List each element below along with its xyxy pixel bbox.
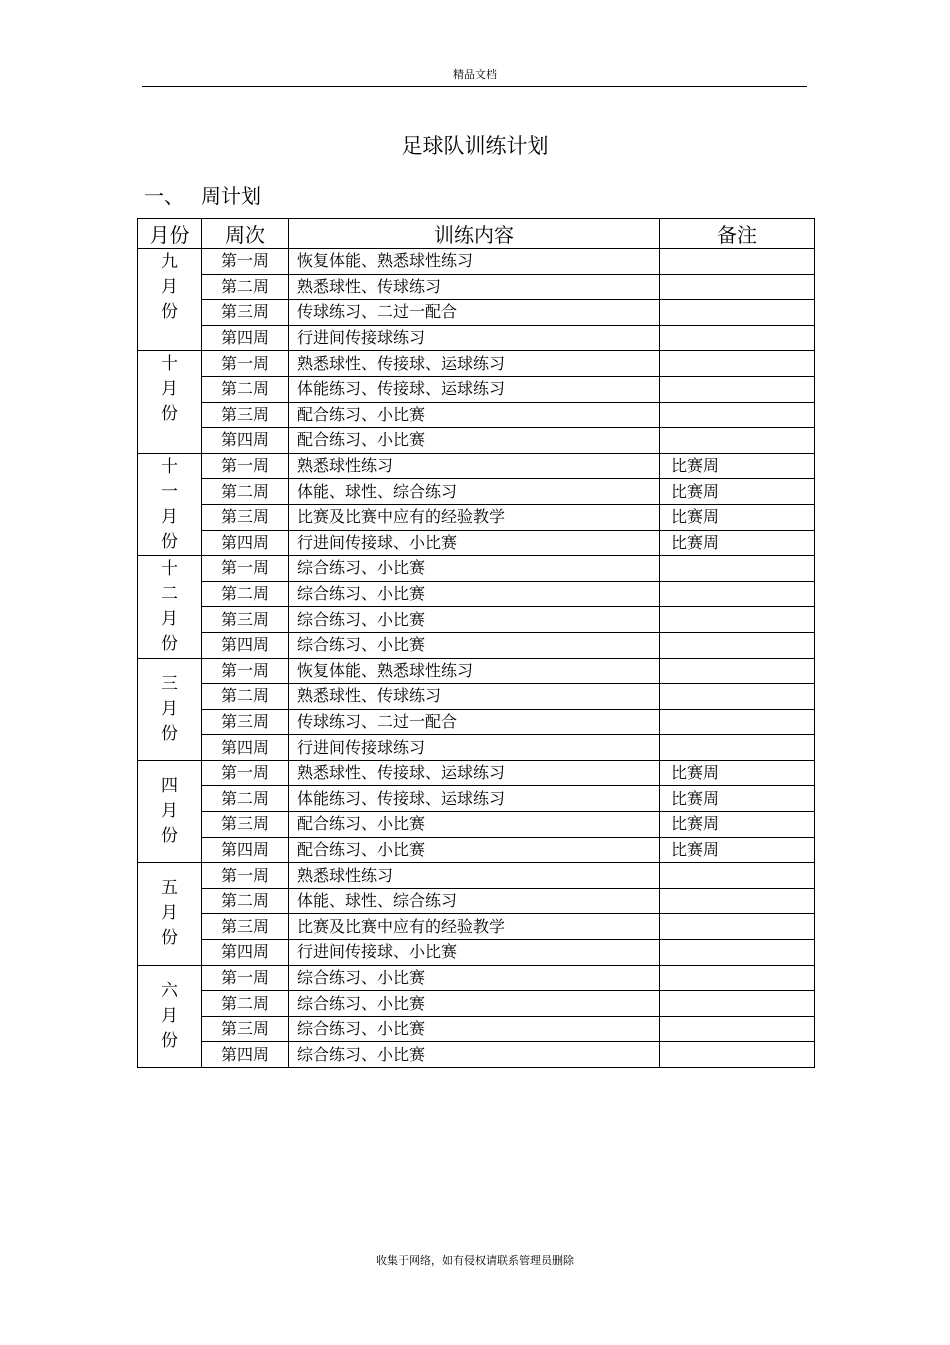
table-row: [138, 735, 815, 761]
table-row: [138, 351, 815, 377]
table-row: [138, 888, 815, 914]
page-footer: 收集于网络，如有侵权请联系管理员删除: [376, 1254, 574, 1267]
table-row: [138, 837, 815, 863]
note-cell: [660, 1016, 815, 1042]
month-char: 十: [161, 354, 178, 375]
week-cell: 第一周: [202, 351, 289, 377]
note-cell: 比赛周: [660, 479, 815, 505]
week-cell: 第一周: [202, 965, 289, 991]
week-cell: 第二周: [202, 274, 289, 300]
month-char: 份: [161, 826, 178, 847]
content-cell: 熟悉球性、传球练习: [289, 684, 660, 710]
month-char: 份: [161, 928, 178, 949]
content-cell: 配合练习、小比赛: [289, 812, 660, 838]
section-heading: [144, 180, 261, 209]
table-row: [138, 581, 815, 607]
table-row: [138, 274, 815, 300]
table-row: [138, 914, 815, 940]
week-cell: 第三周: [202, 709, 289, 735]
table-row: [138, 556, 815, 582]
table-row: [138, 709, 815, 735]
week-cell: 第四周: [202, 428, 289, 454]
table-row: [138, 402, 815, 428]
content-cell: 比赛及比赛中应有的经验教学: [289, 914, 660, 940]
content-cell: 综合练习、小比赛: [289, 632, 660, 658]
content-cell: 行进间传接球、小比赛: [289, 940, 660, 966]
header-content: 训练内容: [289, 219, 660, 249]
month-cell: [138, 453, 202, 555]
month-char: 月: [161, 903, 178, 924]
week-cell: 第三周: [202, 504, 289, 530]
content-cell: 熟悉球性、传球练习: [289, 274, 660, 300]
month-char: 三: [161, 673, 178, 694]
note-cell: 比赛周: [660, 812, 815, 838]
month-char: 九: [161, 252, 178, 272]
month-char: 份: [161, 723, 178, 744]
note-cell: [660, 658, 815, 684]
note-cell: [660, 581, 815, 607]
month-char: 份: [161, 302, 178, 322]
month-char: 月: [161, 379, 178, 400]
content-cell: 恢复体能、熟悉球性练习: [289, 249, 660, 275]
note-cell: [660, 863, 815, 889]
month-char: 月: [161, 506, 178, 527]
content-cell: 行进间传接球、小比赛: [289, 530, 660, 556]
note-cell: [660, 376, 815, 402]
week-cell: 第一周: [202, 863, 289, 889]
note-cell: 比赛周: [660, 504, 815, 530]
month-char: 二: [161, 584, 178, 605]
table-row: [138, 249, 815, 275]
content-cell: 配合练习、小比赛: [289, 428, 660, 454]
week-cell: 第二周: [202, 786, 289, 812]
content-cell: 配合练习、小比赛: [289, 837, 660, 863]
note-cell: [660, 735, 815, 761]
content-cell: 熟悉球性、传接球、运球练习: [289, 760, 660, 786]
header-week: 周次: [202, 219, 289, 249]
table-row: [138, 607, 815, 633]
note-cell: [660, 351, 815, 377]
week-cell: 第四周: [202, 940, 289, 966]
content-cell: 综合练习、小比赛: [289, 556, 660, 582]
week-cell: 第四周: [202, 1042, 289, 1068]
table-row: [138, 786, 815, 812]
table-row: [138, 1016, 815, 1042]
content-cell: 行进间传接球练习: [289, 735, 660, 761]
note-cell: 比赛周: [660, 760, 815, 786]
document-title: 足球队训练计划: [401, 134, 549, 158]
content-cell: 熟悉球性练习: [289, 863, 660, 889]
table-header-row: [138, 219, 815, 249]
month-char: 月: [161, 801, 178, 822]
month-cell: [138, 965, 202, 1067]
content-cell: 恢复体能、熟悉球性练习: [289, 658, 660, 684]
page-header: 精品文档: [453, 68, 497, 81]
month-cell: [138, 760, 202, 862]
content-cell: 综合练习、小比赛: [289, 965, 660, 991]
table-row: [138, 300, 815, 326]
month-char: 月: [161, 698, 178, 719]
week-cell: 第四周: [202, 735, 289, 761]
content-cell: 体能练习、传接球、运球练习: [289, 786, 660, 812]
week-cell: 第一周: [202, 249, 289, 275]
month-cell: [138, 556, 202, 658]
header-month: 月份: [138, 219, 202, 249]
note-cell: [660, 325, 815, 351]
note-cell: [660, 428, 815, 454]
month-cell: [138, 863, 202, 965]
note-cell: 比赛周: [660, 786, 815, 812]
note-cell: [660, 888, 815, 914]
month-char: 份: [161, 634, 178, 655]
note-cell: [660, 249, 815, 275]
content-cell: 配合练习、小比赛: [289, 402, 660, 428]
week-cell: 第三周: [202, 812, 289, 838]
month-cell: [138, 351, 202, 453]
month-char: 五: [161, 878, 178, 899]
week-cell: 第四周: [202, 325, 289, 351]
table-row: [138, 940, 815, 966]
month-cell: [138, 658, 202, 760]
table-row: [138, 658, 815, 684]
table-body: [138, 249, 815, 1068]
week-cell: 第一周: [202, 658, 289, 684]
table-row: [138, 991, 815, 1017]
content-cell: 传球练习、二过一配合: [289, 300, 660, 326]
month-char: 月: [161, 277, 178, 297]
month-char: 份: [161, 531, 178, 552]
month-char: 一: [161, 481, 178, 502]
note-cell: 比赛周: [660, 453, 815, 479]
note-cell: 比赛周: [660, 837, 815, 863]
note-cell: [660, 1042, 815, 1068]
table-row: [138, 632, 815, 658]
week-cell: 第三周: [202, 300, 289, 326]
month-char: 月: [161, 1005, 178, 1026]
note-cell: [660, 402, 815, 428]
content-cell: 综合练习、小比赛: [289, 581, 660, 607]
note-cell: [660, 940, 815, 966]
week-cell: 第三周: [202, 914, 289, 940]
header-divider: [142, 86, 807, 87]
month-char: 十: [161, 456, 178, 477]
note-cell: [660, 632, 815, 658]
section-number: 一、: [144, 184, 184, 208]
month-char: 六: [161, 980, 178, 1001]
note-cell: [660, 991, 815, 1017]
content-cell: 综合练习、小比赛: [289, 1042, 660, 1068]
note-cell: [660, 274, 815, 300]
table-row: [138, 530, 815, 556]
table-row: [138, 325, 815, 351]
week-cell: 第三周: [202, 1016, 289, 1042]
content-cell: 体能练习、传接球、运球练习: [289, 376, 660, 402]
week-cell: 第四周: [202, 632, 289, 658]
note-cell: [660, 556, 815, 582]
table-row: [138, 812, 815, 838]
table-row: [138, 376, 815, 402]
content-cell: 熟悉球性练习: [289, 453, 660, 479]
content-cell: 体能、球性、综合练习: [289, 479, 660, 505]
table-row: [138, 1042, 815, 1068]
month-cell: [138, 249, 202, 351]
content-cell: 综合练习、小比赛: [289, 991, 660, 1017]
week-cell: 第二周: [202, 376, 289, 402]
week-cell: 第二周: [202, 888, 289, 914]
training-plan-table: [137, 218, 815, 1068]
week-cell: 第一周: [202, 453, 289, 479]
week-cell: 第三周: [202, 607, 289, 633]
week-cell: 第四周: [202, 837, 289, 863]
note-cell: [660, 684, 815, 710]
week-cell: 第二周: [202, 991, 289, 1017]
month-char: 十: [161, 559, 178, 580]
week-cell: 第四周: [202, 530, 289, 556]
content-cell: 综合练习、小比赛: [289, 1016, 660, 1042]
table-row: [138, 863, 815, 889]
month-char: 份: [161, 404, 178, 425]
table-row: [138, 479, 815, 505]
content-cell: 传球练习、二过一配合: [289, 709, 660, 735]
week-cell: 第二周: [202, 684, 289, 710]
note-cell: [660, 607, 815, 633]
note-cell: [660, 709, 815, 735]
table-row: [138, 760, 815, 786]
note-cell: 比赛周: [660, 530, 815, 556]
month-char: 月: [161, 609, 178, 630]
content-cell: 综合练习、小比赛: [289, 607, 660, 633]
month-char: 四: [161, 776, 178, 797]
header-note: 备注: [660, 219, 815, 249]
week-cell: 第一周: [202, 760, 289, 786]
table-row: [138, 428, 815, 454]
note-cell: [660, 300, 815, 326]
week-cell: 第二周: [202, 479, 289, 505]
week-cell: 第三周: [202, 402, 289, 428]
note-cell: [660, 965, 815, 991]
table-row: [138, 453, 815, 479]
week-cell: 第二周: [202, 581, 289, 607]
content-cell: 熟悉球性、传接球、运球练习: [289, 351, 660, 377]
note-cell: [660, 914, 815, 940]
week-cell: 第一周: [202, 556, 289, 582]
content-cell: 体能、球性、综合练习: [289, 888, 660, 914]
content-cell: 比赛及比赛中应有的经验教学: [289, 504, 660, 530]
section-label: 周计划: [201, 184, 261, 208]
table-row: [138, 504, 815, 530]
table-row: [138, 684, 815, 710]
month-char: 份: [161, 1030, 178, 1051]
table-row: [138, 965, 815, 991]
content-cell: 行进间传接球练习: [289, 325, 660, 351]
